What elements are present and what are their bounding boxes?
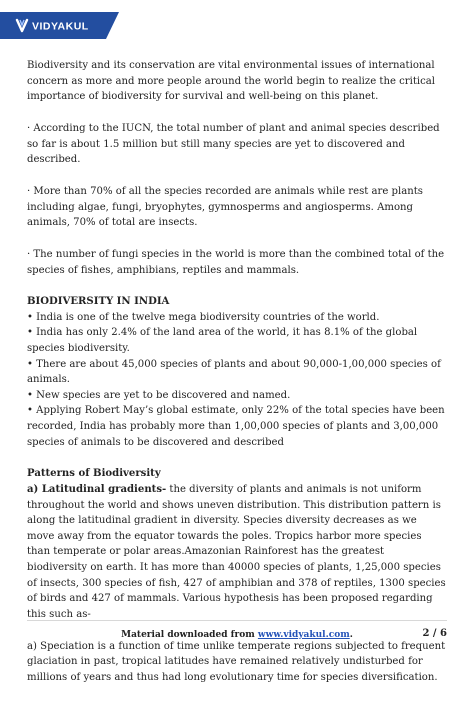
footer-link[interactable]: www.vidyakul.com [257,630,350,640]
list-item: • India has only 2.4% of the land area of the world, it has 8.1% of the global species biodiversity. [27,327,418,355]
list-item: • New species are yet to be discovered and named. [27,389,291,401]
page-content [27,58,447,702]
footer-prefix: Material downloaded from [121,630,258,640]
list-item: • There are about 45,000 species of plants and about 90,000-1,00,000 species of animals. [27,358,441,386]
footer-divider [27,620,447,621]
vidyakul-logo [0,12,119,39]
footer-note [0,630,474,640]
list-item: • Applying Robert May’s global estimate, only 22% of the total species have been recorded, India has probably more than 1,00,000 species of plants and 3,00,000 species of animals to be discovered and described [27,405,445,448]
page-number: 2 / 6 [422,628,447,639]
latitudinal-text: the diversity of plants and animals is not uniform throughout the world and shows uneven distribution. This distribution pattern is along the latitudinal gradient in diversity. Species diversity decreases as we move away from the equator towards the poles. Tropics harbor more species than temperate or polar areas.Amazonian Rainforest has the greatest biodiversity on earth. It has more than 40000 species of plants, 1,25,000 species of insects, 300 species of fish, 427 of amphibian and 378 of reptiles, 1300 species of birds and 427 of mammals. Various hypothesis has been proposed regarding this such as- [27,484,446,620]
speciation-paragraph: a) Speciation is a function of time unlike temperate regions subjected to frequent glaciation in past, tropical latitudes have remained relatively undisturbed for millions of years and thus had long evolutionary time for species diversification. [27,640,446,683]
svg-text:VIDYAKUL: VIDYAKUL [32,20,89,33]
list-item: • India is one of the twelve mega biodiversity countries of the world. [27,311,380,323]
latitudinal-paragraph [27,482,447,622]
intro-paragraph: Biodiversity and its conservation are vital environmental issues of international concern as more and more people around the world begin to realize the critical importance of biodiversity for survival and well-being on this planet. [27,60,436,103]
section-heading-patterns: Patterns of Biodiversity [27,468,161,480]
iucn-paragraph: · According to the IUCN, the total number of plant and animal species described so far is about 1.5 million but still many species are yet to discovered and described. [27,122,440,166]
latitudinal-label: a) Latitudinal gradients- [27,484,167,495]
india-section [27,294,447,450]
section-heading-india: BIODIVERSITY IN INDIA [27,296,170,308]
animals-paragraph: · More than 70% of all the species recorded are animals while rest are plants including algae, fungi, bryophytes, gymnosperms and angiosperms. Among animals, 70% of total are insects. [27,185,423,229]
fungi-paragraph: · The number of fungi species in the world is more than the combined total of the species of fishes, amphibians, reptiles and mammals. [27,248,445,276]
footer-suffix: . [349,630,353,640]
